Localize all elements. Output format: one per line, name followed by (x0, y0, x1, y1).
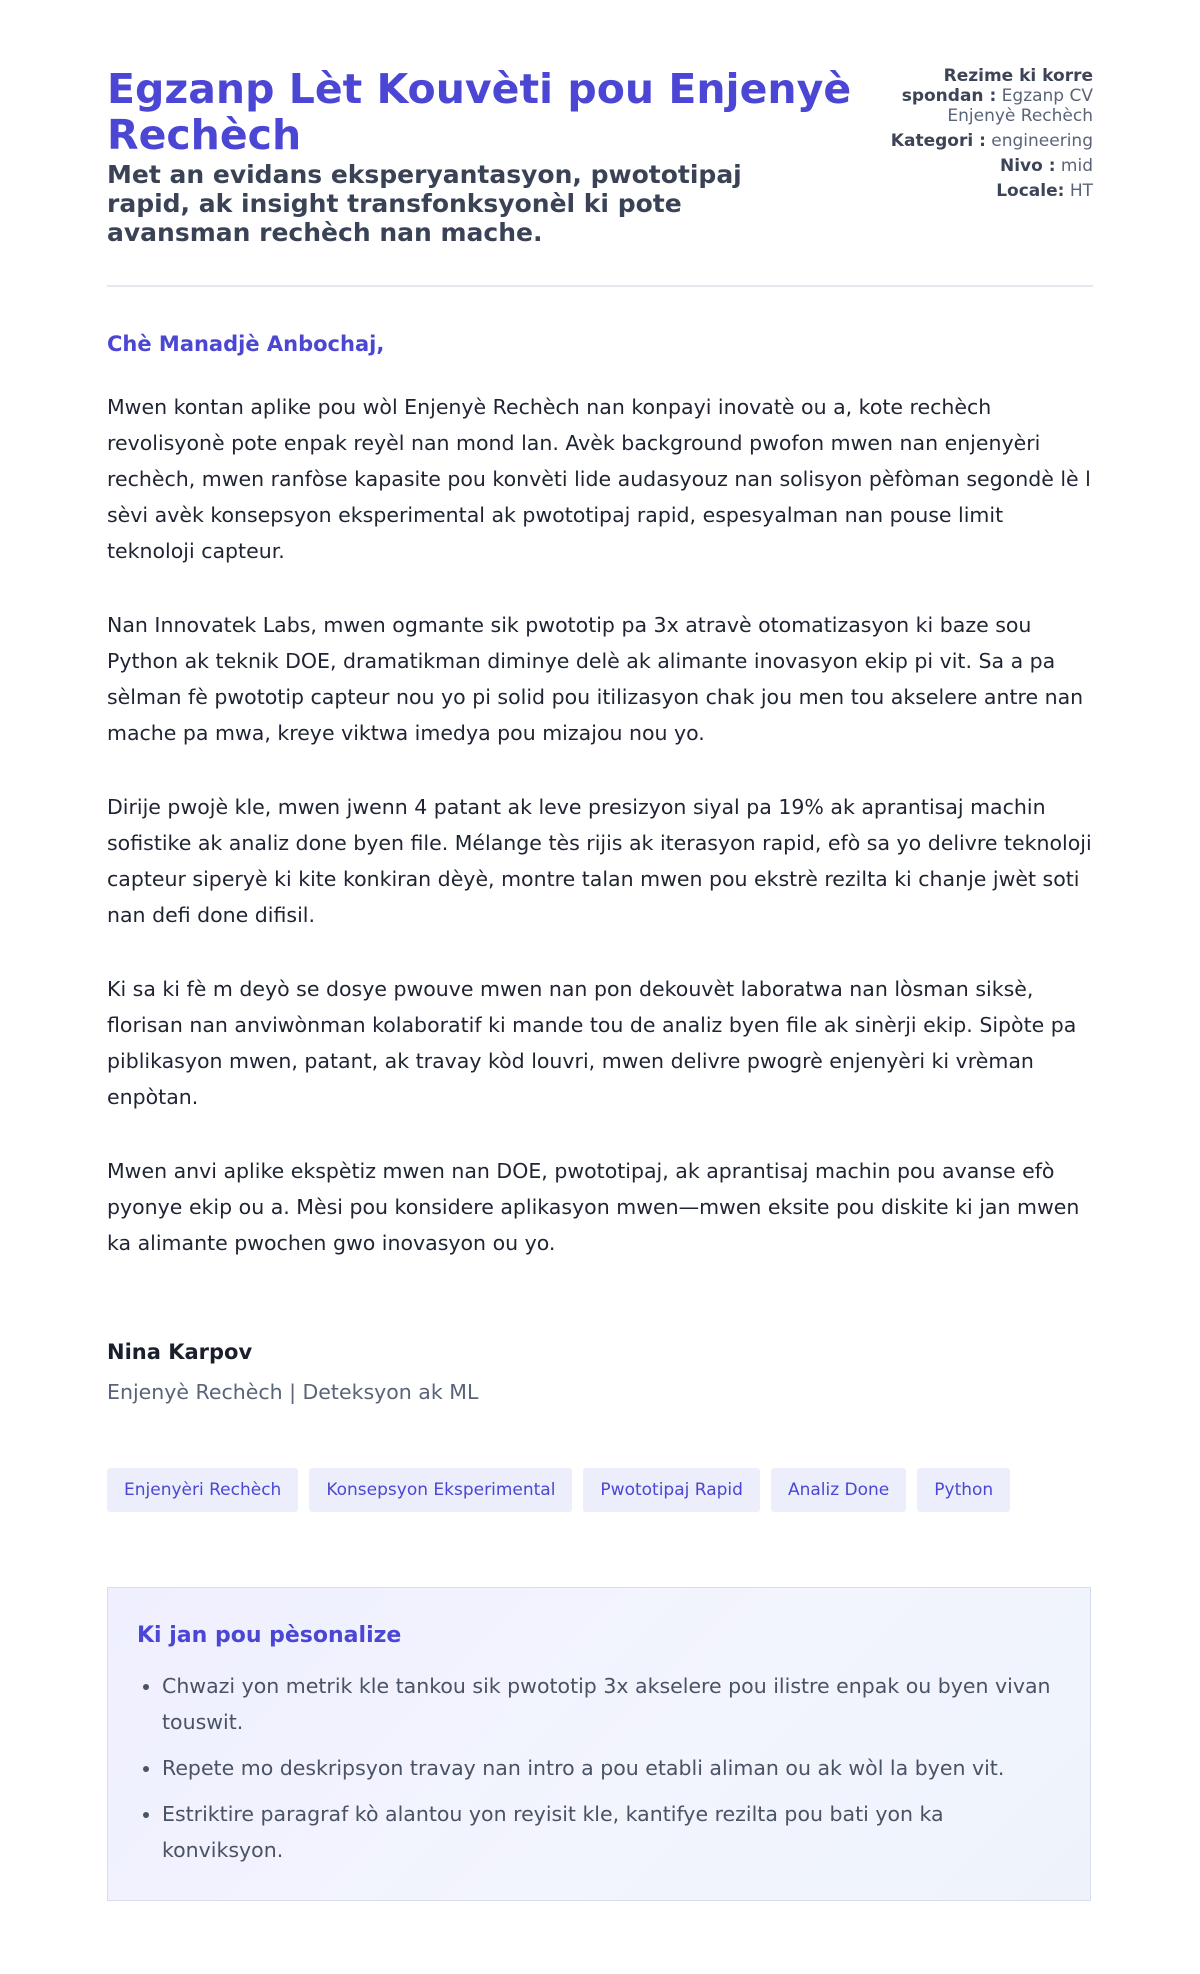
page-subtitle: Met an evidans eksperyantasyon, pwototipaj rapid, ak insight transfonksyonèl ki pote avansman rechèch nan mache. (107, 160, 742, 247)
letter-paragraph: Ki sa ki fè m deyò se dosye pwouve mwen nan pon dekouvèt laboratwa nan lòsman siksè, florisan nan anviwònman kolaboratif ki mande tou de analiz byen file ak sinèrji ekip. Sipòte pa piblikasyon mwen, patant, ak travay kòd louvri, mwen delivre pwogrè enjenyèri ki vrèman enpòtan. (107, 977, 1077, 1109)
tips-list (137, 1668, 1062, 1878)
meta-locale-label: Locale: (996, 181, 1065, 201)
meta-level-label: Nivo : (999, 156, 1056, 176)
meta-locale (863, 181, 1093, 201)
page-header (107, 0, 1093, 287)
meta-category-label: Kategori : (890, 131, 986, 151)
skill-tag: Python (917, 1468, 1010, 1512)
letter-paragraph: Mwen anvi aplike ekspètiz mwen nan DOE, pwototipaj, ak aprantisaj machin pou avanse efò pyonye ekip ou a. Mèsi pou konsidere aplikasyon mwen—mwen eksite pou diskite ki jan mwen ka alimante pwochen gwo inovasyon ou yo. (107, 1159, 1080, 1255)
letter-paragraph: Mwen kontan aplike pou wòl Enjenyè Rechèch nan konpayi inovatè ou a, kote rechèch revolisyonè pote enpak reyèl nan mond lan. Avèk background pwofon mwen nan enjenyèri rechèch, mwen ranfòse kapasite pou konvèti lide audasyouz nan solisyon pèfòman segondè lè l sèvi avèk konsepsyon eksperimental ak pwototipaj rapid, espesyalman nan pouse limit teknoloji capteur. (107, 395, 1091, 563)
meta-resume (863, 66, 1093, 126)
meta-category-value: engineering (991, 131, 1093, 151)
meta-level (863, 156, 1093, 176)
skill-tag: Enjenyèri Rechèch (107, 1468, 298, 1512)
skill-tag: Pwototipaj Rapid (583, 1468, 760, 1512)
page-title: Egzanp Lèt Kouvèti pou Enjenyè Rechèch (107, 65, 852, 159)
cover-letter-page (107, 0, 1093, 1862)
meta-level-value: mid (1060, 156, 1093, 176)
meta-panel (863, 66, 1093, 206)
letter-paragraph: Dirije pwojè kle, mwen jwenn 4 patant ak leve presizyon siyal pa 19% ak aprantisaj machin sofistike ak analiz done byen file. Mélange tès rijis ak iterasyon rapid, efò sa yo delivre teknoloji capteur siperyè ki kite konkiran dèyè, montre talan mwen pou ekstrè rezilta ki chanje jwèt soti nan defi done difisil. (107, 795, 1092, 927)
skill-tag: Analiz Done (771, 1468, 906, 1512)
tip-item: • Chwazi yon metrik kle tankou sik pwototip 3x akselere pou ilistre enpak ou byen vivan touswit. (162, 1668, 1062, 1740)
tip-item: • Estriktire paragraf kò alantou yon reyisit kle, kantifye rezilta pou bati yon ka konviksyon. (162, 1796, 1062, 1868)
signature-role: Enjenyè Rechèch | Deteksyon ak ML (107, 1380, 479, 1404)
customization-tips (107, 1587, 1091, 1901)
tips-title: Ki jan pou pèsonalize (137, 1623, 402, 1648)
meta-locale-value: HT (1069, 181, 1093, 201)
meta-category (863, 131, 1093, 151)
letter-body (107, 389, 1093, 1299)
letter-greeting: Chè Manadjè Anbochaj, (107, 332, 385, 356)
signature-name: Nina Karpov (107, 1340, 253, 1364)
meta-resume-label: Rezime ki korre spondan : (901, 66, 1093, 106)
skill-tag: Konsepsyon Eksperimental (309, 1468, 572, 1512)
tip-item: • Repete mo deskripsyon travay nan intro a pou etabli aliman ou ak wòl la byen vit. (162, 1750, 1062, 1786)
meta-resume-value[interactable]: Egzanp CV Enjenyè Rechèch (947, 86, 1093, 126)
letter-paragraph: Nan Innovatek Labs, mwen ogmante sik pwototip pa 3x atravè otomatizasyon ki baze sou Python ak teknik DOE, dramatikman diminye delè ak alimante inovasyon ekip pi vit. Sa a pa sèlman fè pwototip capteur nou yo pi solid pou itilizasyon chak jou men tou akselere antre nan mache pa mwa, kreye viktwa imedya pou mizajou nou yo. (107, 613, 1084, 745)
skill-tags (107, 1468, 1010, 1512)
